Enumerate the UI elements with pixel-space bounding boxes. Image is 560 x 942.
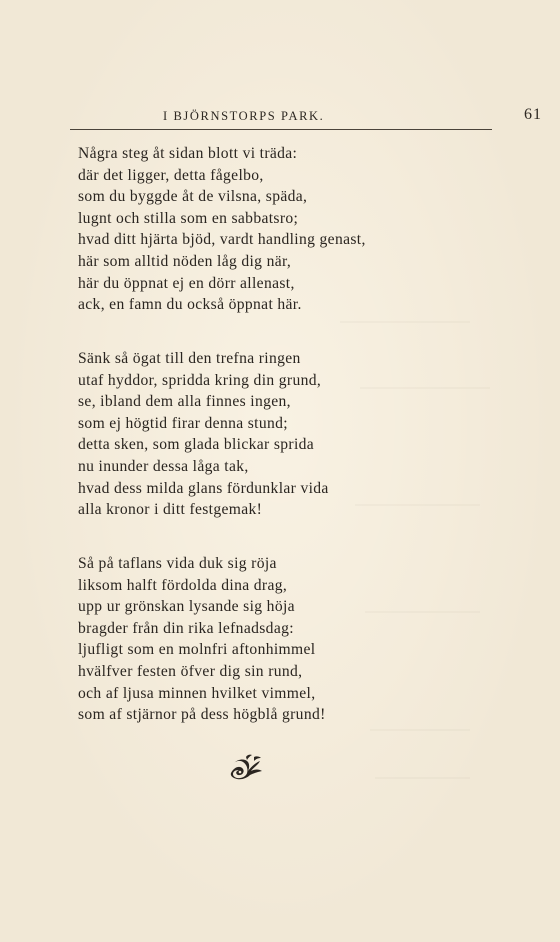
poem-line: se, ibland dem alla finnes ingen, bbox=[78, 393, 291, 411]
running-head bbox=[70, 106, 542, 126]
running-title: I BJÖRNSTORPS PARK. bbox=[163, 109, 325, 123]
poem-line: detta sken, som glada blickar sprida bbox=[78, 436, 315, 454]
page-number: 61 bbox=[524, 106, 542, 123]
poem-line: Sänk så ögat till den trefna ringen bbox=[78, 350, 301, 367]
poem-line: lugnt och stilla som en sabbatsro; bbox=[78, 209, 299, 227]
poem-line: som ej högtid firar denna stund; bbox=[78, 414, 288, 432]
stanza-1 bbox=[78, 143, 366, 316]
poem-line: som du byggde åt de vilsna, späda, bbox=[78, 188, 308, 206]
poem-line: hvad dess milda glans fördunklar vida bbox=[78, 479, 329, 497]
poem-line: utaf hyddor, spridda kring din grund, bbox=[78, 371, 322, 389]
poem-line: upp ur grönskan lysande sig höja bbox=[78, 598, 295, 616]
poem-line: ack, en famn du också öppnat här. bbox=[78, 296, 302, 314]
poem-line: hvälfver festen öfver dig sin rund, bbox=[78, 662, 303, 680]
poem-line: som af stjärnor på dess högblå grund! bbox=[78, 706, 326, 724]
poem-line: och af ljusa minnen hvilket vimmel, bbox=[78, 684, 316, 702]
stanza-3 bbox=[78, 553, 326, 726]
floral-tailpiece-icon bbox=[228, 753, 264, 781]
poem-line: här som alltid nöden låg dig när, bbox=[78, 252, 292, 270]
poem-line: här du öppnat ej en dörr allenast, bbox=[78, 274, 295, 292]
poem-line: där det ligger, detta fågelbo, bbox=[78, 166, 264, 184]
poem-line: Några steg åt sidan blott vi träda: bbox=[78, 145, 298, 162]
poem-line: nu inunder dessa låga tak, bbox=[78, 457, 249, 475]
stanza-2 bbox=[78, 348, 329, 521]
poem-line: ljufligt som en molnfri aftonhimmel bbox=[78, 641, 316, 659]
poem-line: liksom halft fördolda dina drag, bbox=[78, 576, 288, 594]
poem-line: bragder från din rika lefnadsdag: bbox=[78, 619, 294, 637]
poem-line: hvad ditt hjärta bjöd, vardt handling genast, bbox=[78, 231, 366, 249]
poem-line: alla kronor i ditt festgemak! bbox=[78, 501, 263, 519]
poem-line: Så på taflans vida duk sig röja bbox=[78, 555, 277, 572]
header-rule bbox=[70, 129, 492, 130]
